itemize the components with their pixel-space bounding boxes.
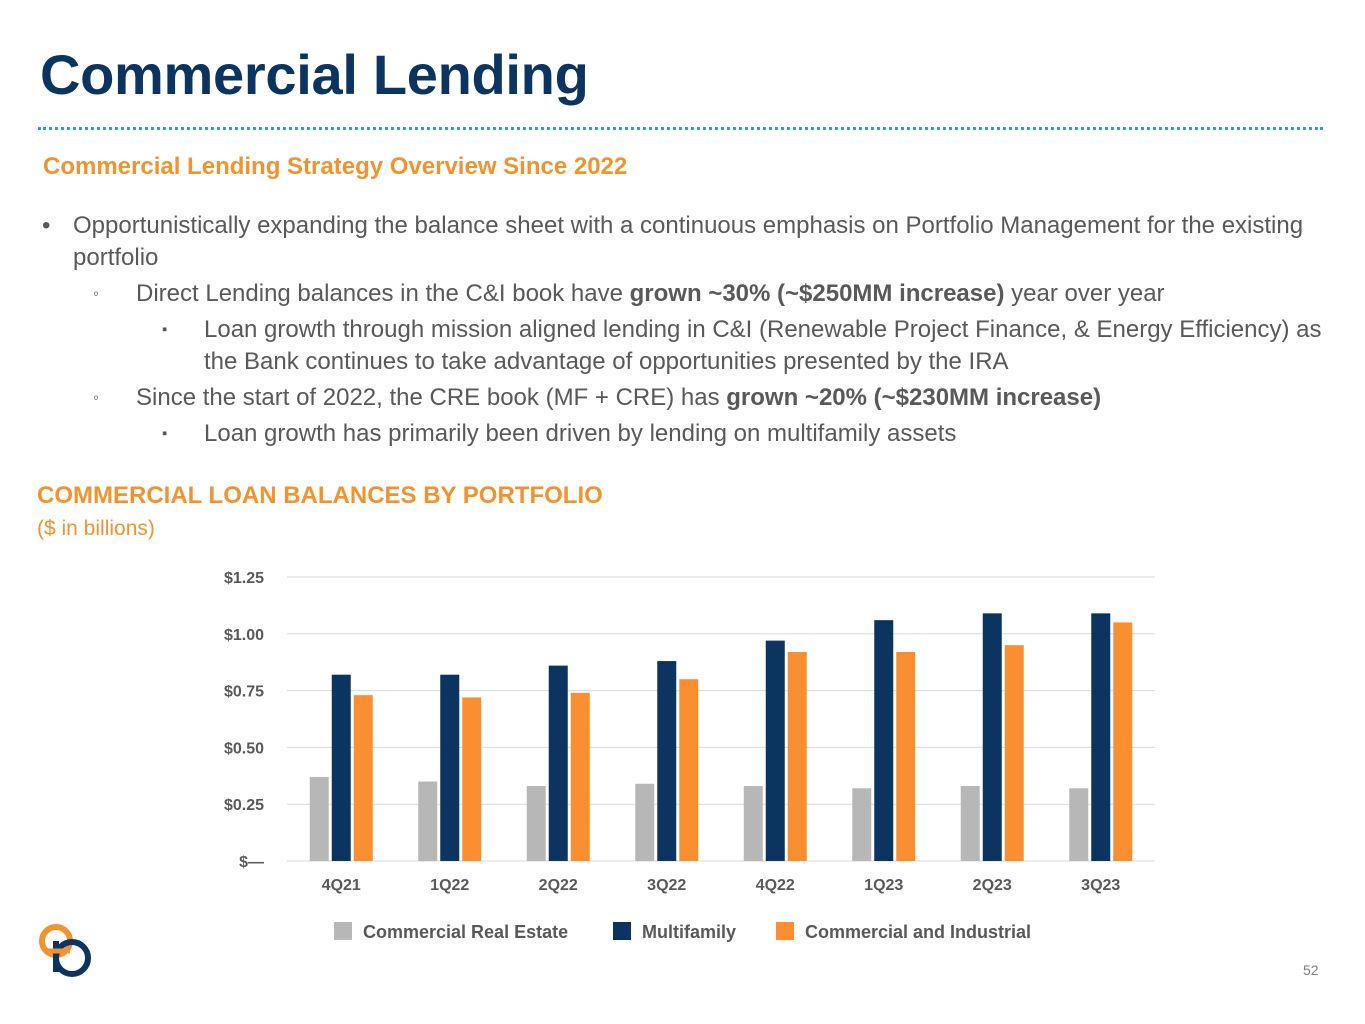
y-tick-label: $0.25 — [223, 797, 264, 815]
bar-multifamily — [766, 641, 785, 861]
x-tick-label: 1Q23 — [864, 877, 904, 894]
y-tick-label: $1.25 — [223, 570, 264, 587]
bullet-text: Opportunistically expanding the balance sheet with a continuous emphasis on Portfolio Management for the existing portfolio — [73, 212, 1304, 271]
y-tick-label: $— — [239, 854, 264, 871]
chart-title: COMMERCIAL LOAN BALANCES BY PORTFOLIO — [37, 482, 603, 509]
bank-logo-icon — [36, 920, 96, 980]
y-tick-label: $0.75 — [223, 683, 264, 701]
bullet-marker: ◦ — [93, 388, 100, 407]
bar-multifamily — [332, 675, 351, 861]
chart-subtitle: ($ in billions) — [37, 517, 155, 540]
bar-commercial-real-estate — [852, 788, 871, 861]
bar-commercial-real-estate — [310, 777, 329, 861]
bar-commercial-and-industrial — [571, 693, 590, 861]
legend-label: Multifamily — [642, 922, 737, 942]
x-tick-label: 2Q23 — [972, 877, 1012, 894]
bar-commercial-and-industrial — [1005, 645, 1024, 861]
x-tick-label: 4Q22 — [755, 877, 795, 894]
bullet-marker: • — [42, 212, 51, 239]
y-tick-label: $1.00 — [223, 626, 264, 644]
legend-label: Commercial and Industrial — [805, 922, 1032, 942]
bar-commercial-and-industrial — [462, 697, 481, 861]
y-tick-label: $0.50 — [223, 740, 264, 758]
bullet-emphasis: grown ~30% (~$250MM increase) — [629, 280, 1005, 307]
bullet-marker: ◦ — [93, 284, 100, 303]
bullet-emphasis: grown ~20% (~$230MM increase) — [726, 384, 1102, 411]
legend-swatch — [334, 922, 352, 940]
page-title: Commercial Lending — [40, 43, 589, 106]
bullet-text: Since the start of 2022, the CRE book (MF + CRE) has grown ~20% (~$230MM increase) — [136, 384, 1102, 411]
bar-multifamily — [874, 620, 893, 861]
bullet-text: Loan growth has primarily been driven by lending on multifamily assets — [204, 420, 957, 447]
bar-commercial-real-estate — [961, 786, 980, 861]
x-tick-label: 1Q22 — [430, 877, 470, 894]
bar-commercial-and-industrial — [1113, 622, 1132, 861]
bullet-text: Direct Lending balances in the C&I book have grown ~30% (~$250MM increase) year over year — [136, 280, 1165, 307]
bar-commercial-real-estate — [418, 781, 437, 861]
bar-commercial-and-industrial — [896, 652, 915, 861]
bar-multifamily — [657, 661, 676, 861]
bar-commercial-real-estate — [635, 784, 654, 861]
legend-swatch — [613, 922, 631, 940]
bullet-marker: ▪ — [162, 425, 168, 442]
bar-commercial-real-estate — [1069, 788, 1088, 861]
bar-commercial-and-industrial — [788, 652, 807, 861]
bullet-text: Loan growth through mission aligned lending in C&I (Renewable Project Finance, & Energy Efficiency) as the Bank continues to take advantage of opportunities presented by the IRA — [204, 316, 1322, 375]
section-subtitle: Commercial Lending Strategy Overview Since 2022 — [43, 153, 628, 180]
legend-swatch — [776, 922, 794, 940]
bar-commercial-real-estate — [527, 786, 546, 861]
bar-multifamily — [549, 666, 568, 861]
x-tick-label: 2Q22 — [538, 877, 578, 894]
bar-multifamily — [983, 613, 1002, 861]
bar-commercial-and-industrial — [679, 679, 698, 861]
bullet-marker: ▪ — [162, 321, 168, 338]
bar-commercial-real-estate — [744, 786, 763, 861]
bar-multifamily — [1091, 613, 1110, 861]
x-tick-label: 4Q21 — [321, 877, 361, 894]
legend-label: Commercial Real Estate — [363, 922, 569, 942]
page-number: 52 — [1303, 962, 1319, 978]
bar-multifamily — [440, 675, 459, 861]
bar-commercial-and-industrial — [354, 695, 373, 861]
x-tick-label: 3Q22 — [647, 877, 687, 894]
x-tick-label: 3Q23 — [1081, 877, 1121, 894]
